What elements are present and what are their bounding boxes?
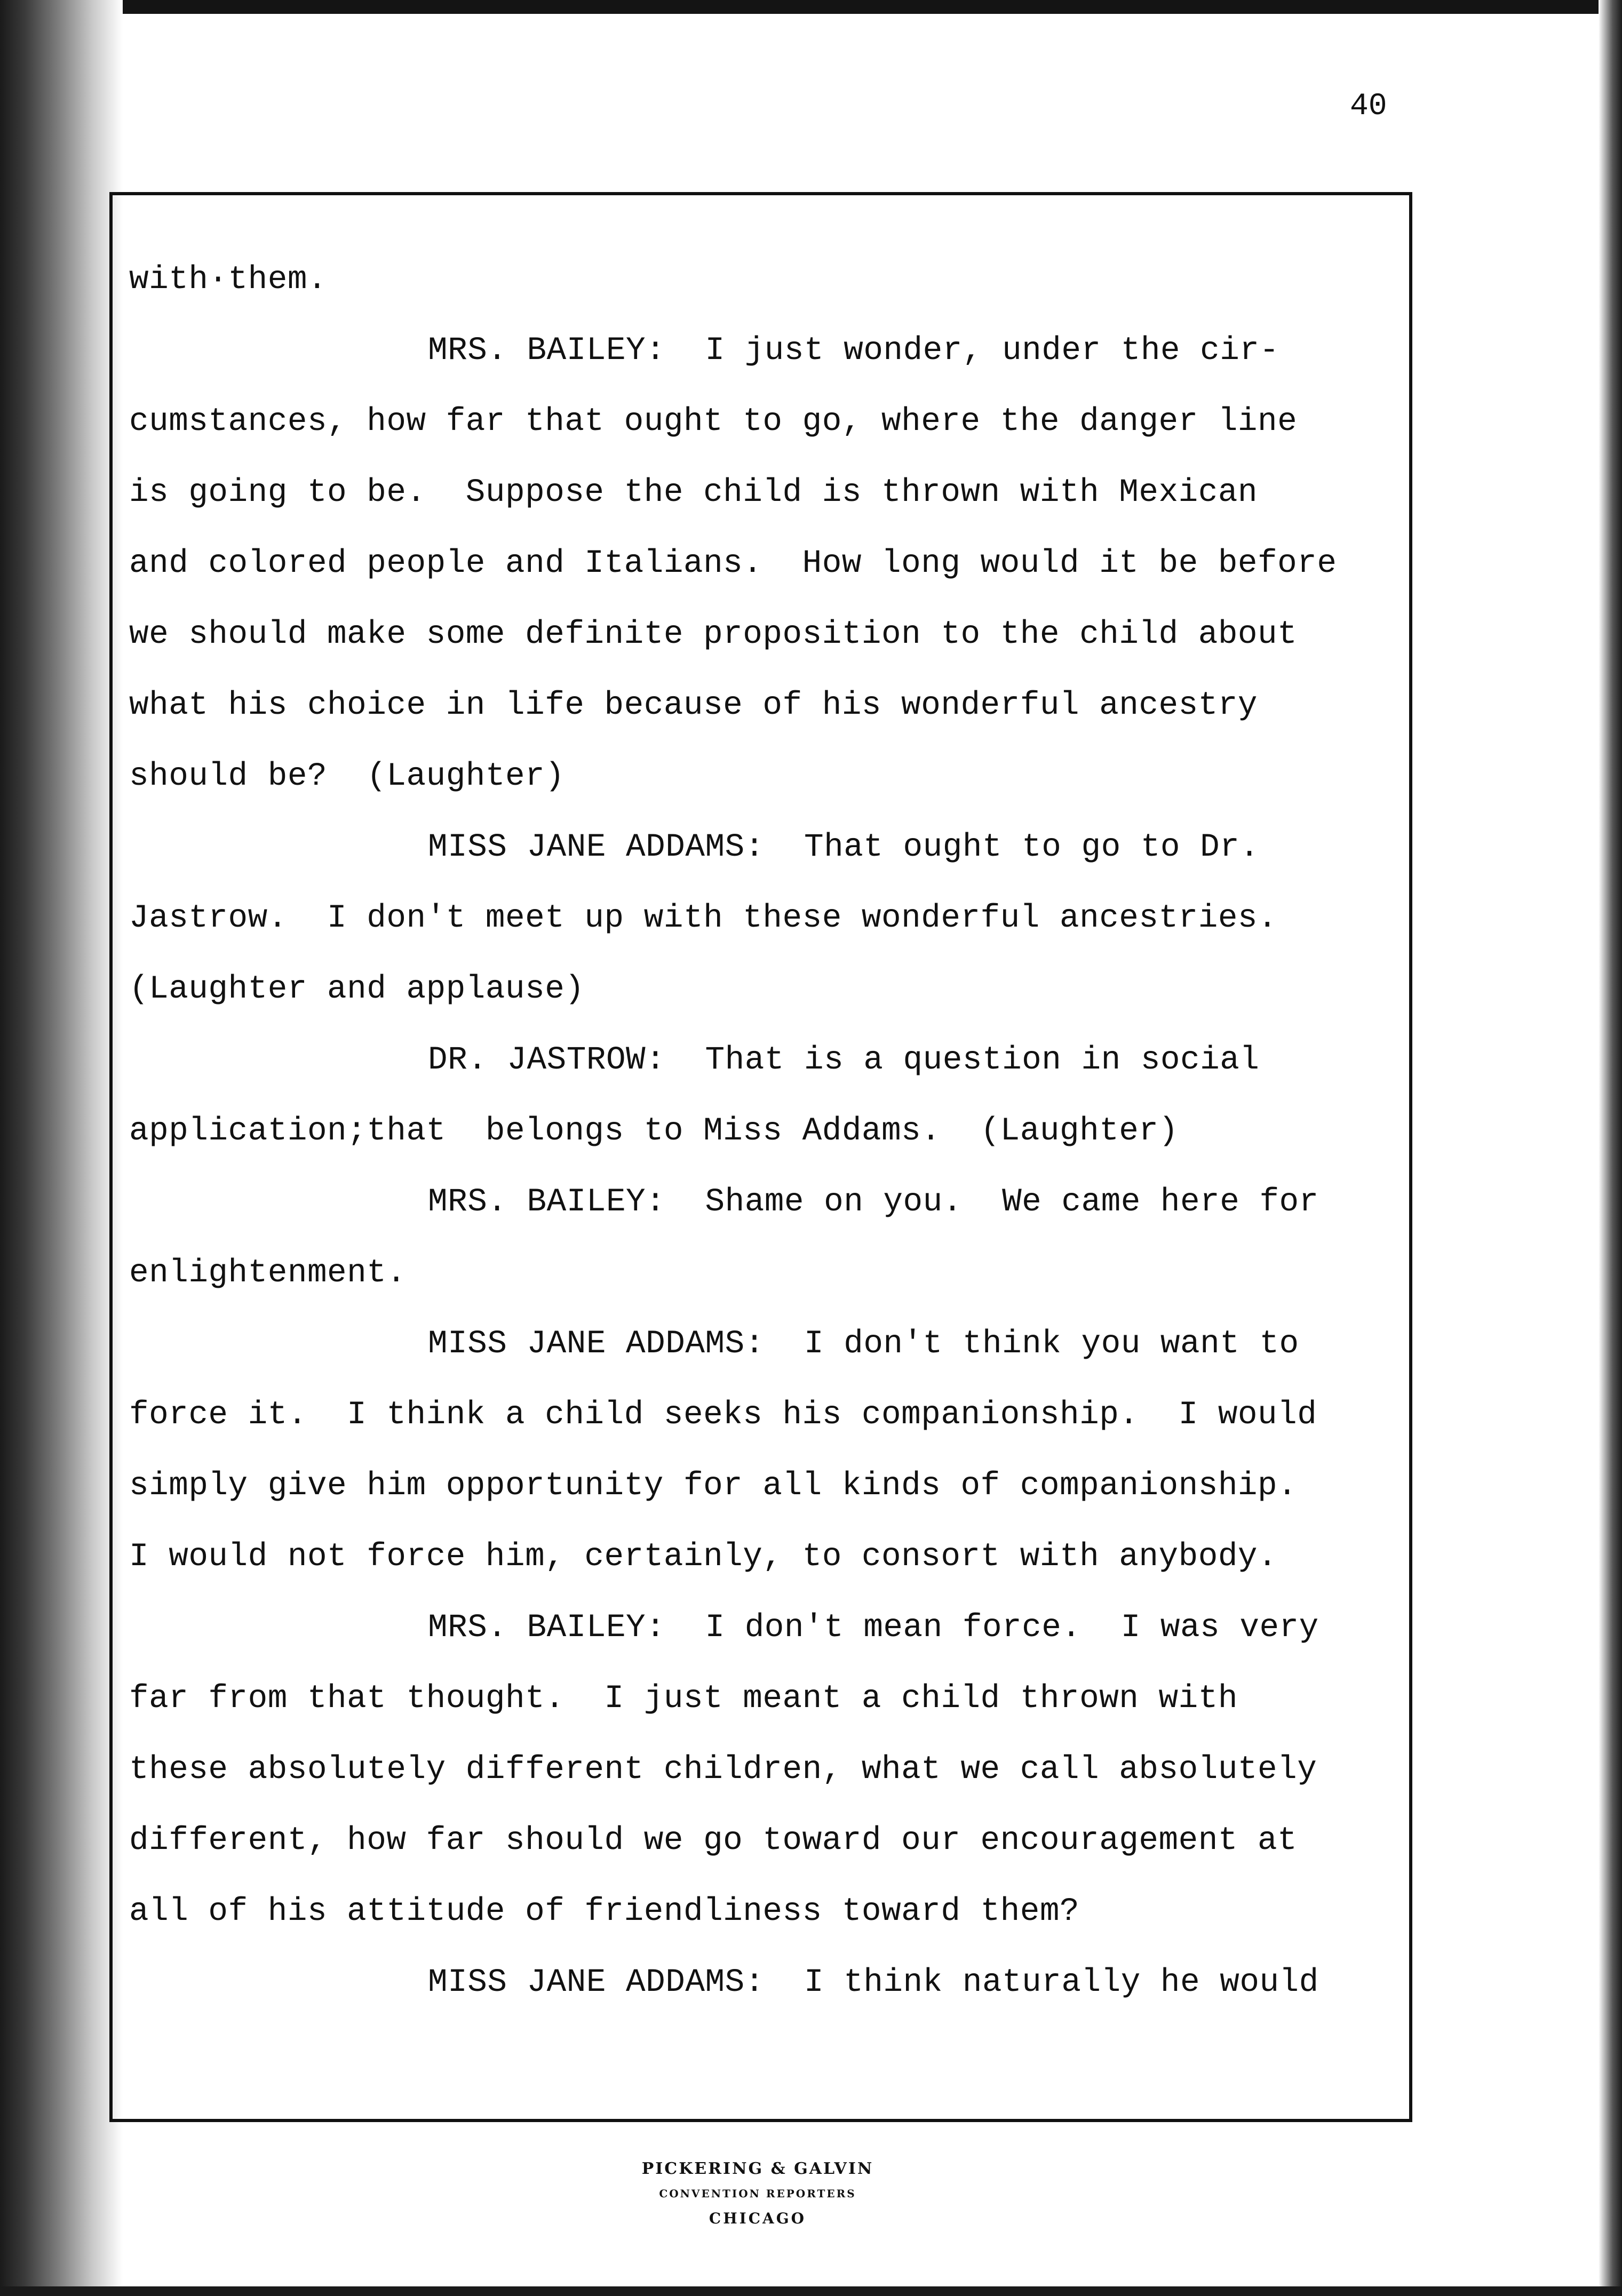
- transcript-line: enlightenment.: [129, 1255, 407, 1292]
- transcript-line: MISS JANE ADDAMS: I think naturally he would: [428, 1964, 1319, 2001]
- transcript-line: MISS JANE ADDAMS: I don't think you want to: [428, 1326, 1299, 1362]
- transcript-line: with·them.: [129, 261, 328, 298]
- transcript-line: simply give him opportunity for all kinds of companionship.: [129, 1468, 1298, 1504]
- transcript-line: MRS. BAILEY: I don't mean force. I was very: [428, 1609, 1319, 1646]
- transcript-line: what his choice in life because of his wonderful ancestry: [129, 687, 1258, 724]
- transcript-line: Jastrow. I don't meet up with these wonderful ancestries.: [129, 900, 1278, 937]
- transcript-line: application;that belongs to Miss Addams. (Laughter): [129, 1113, 1179, 1150]
- transcript-line: these absolutely different children, what we call absolutely: [129, 1751, 1317, 1788]
- transcript-line: DR. JASTROW: That is a question in social: [428, 1042, 1260, 1079]
- scan-top-edge: [0, 0, 1622, 14]
- scan-bottom-edge: [0, 2286, 1622, 2296]
- transcript-line: far from that thought. I just meant a child thrown with: [129, 1680, 1238, 1717]
- scan-right-edge: [1599, 0, 1622, 2296]
- page-number: 40: [1350, 89, 1387, 124]
- transcript-line: MRS. BAILEY: Shame on you. We came here for: [428, 1184, 1319, 1221]
- transcript-body: [129, 256, 1399, 2030]
- footer-city: CHICAGO: [709, 2210, 807, 2227]
- transcript-line: MISS JANE ADDAMS: That ought to go to Dr.: [428, 829, 1260, 866]
- transcript-line: I would not force him, certainly, to consort with anybody.: [129, 1538, 1278, 1575]
- transcript-line: should be? (Laughter): [129, 758, 565, 795]
- footer-firm-name: PICKERING & GALVIN: [641, 2159, 874, 2178]
- transcript-line: force it. I think a child seeks his companionship. I would: [129, 1397, 1317, 1433]
- transcript-line: different, how far should we go toward our encouragement at: [129, 1822, 1298, 1859]
- scan-left-shadow: [0, 0, 123, 2296]
- transcript-line: cumstances, how far that ought to go, where the danger line: [129, 403, 1298, 440]
- transcript-line: (Laughter and applause): [129, 971, 585, 1008]
- transcript-line: is going to be. Suppose the child is thrown with Mexican: [129, 474, 1258, 511]
- footer-subtitle: CONVENTION REPORTERS: [659, 2187, 856, 2200]
- transcript-line: we should make some definite proposition to the child about: [129, 616, 1298, 653]
- transcript-line: all of his attitude of friendliness toward them?: [129, 1893, 1080, 1930]
- transcript-line: MRS. BAILEY: I just wonder, under the cir-: [428, 332, 1279, 369]
- transcript-line: and colored people and Italians. How long would it be before: [129, 545, 1337, 582]
